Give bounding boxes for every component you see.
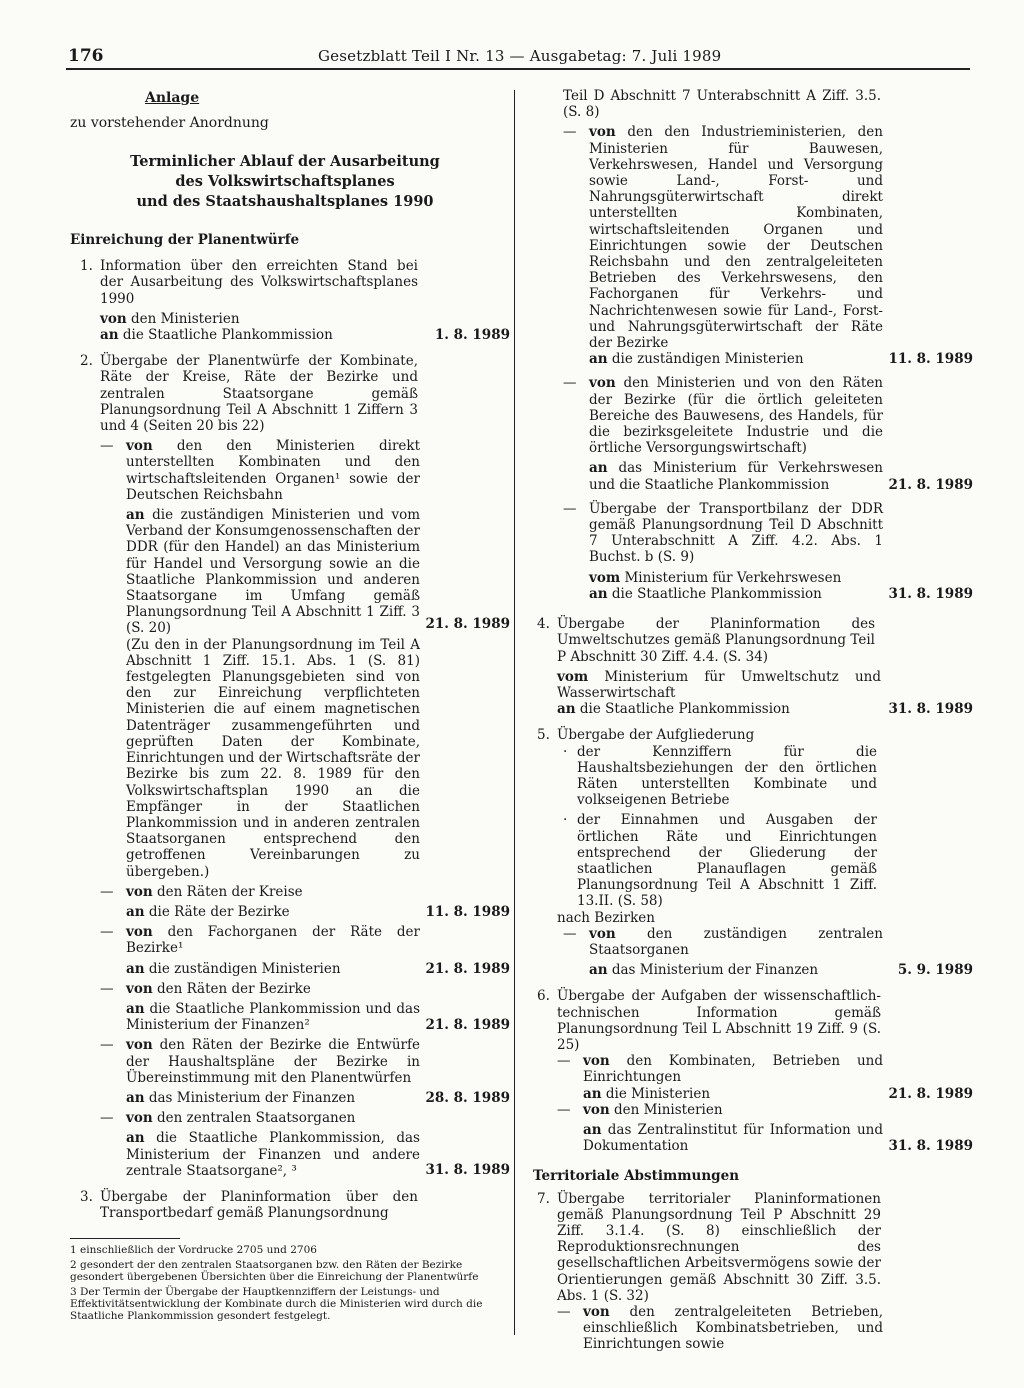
document-title: [70, 152, 500, 212]
von-keyword: von: [126, 883, 153, 900]
dash-marker: —: [100, 883, 114, 900]
von-keyword: von: [589, 925, 616, 942]
sub-entry: [70, 1037, 510, 1106]
dash-marker: —: [563, 375, 577, 392]
an-text: das Ministerium der Finanzen: [148, 1089, 356, 1106]
left-column: [70, 232, 510, 1228]
an-keyword: an: [126, 960, 145, 977]
von-text: den den Ministerien direkt unterstellten Kombinaten und den wirtschaftsleitenden Organen¹ sowie der Deutschen Reichsbahn: [126, 438, 421, 503]
page-number: 176: [68, 46, 104, 66]
annex-title: Anlage: [145, 90, 200, 106]
an-text: das Zentralinstitut für Information und Dokumentation: [583, 1121, 883, 1155]
an-text: die Staatliche Plankommission und das Ministerium der Finanzen²: [126, 1000, 420, 1034]
an-keyword: an: [126, 507, 145, 524]
document-title-line: des Volkswirtschaftsplanes: [175, 173, 395, 190]
an-keyword: an: [583, 1121, 602, 1138]
bullet-text: der Einnahmen und Ausgaben der örtlichen Räte und Einrichtungen entsprechend der Gliederung der staatlichen Planauflagen gemäß Planungsordnung Teil A Abschnitt 1 Ziff. 13.II. (S. 58): [577, 812, 877, 910]
von-keyword: von: [126, 438, 153, 455]
von-keyword: von: [126, 1037, 153, 1054]
document-title-line: und des Staatshaushaltsplanes 1990: [136, 193, 434, 210]
an-text: die Staatliche Plankommission: [611, 585, 822, 602]
deadline-date: 21. 8. 1989: [425, 1016, 510, 1033]
sub-entry: [70, 438, 510, 879]
list-item-2: [70, 353, 510, 1179]
an-text: die Staatliche Plankommission: [579, 701, 790, 718]
an-text: die zuständigen Ministerien: [148, 960, 341, 977]
dash-marker: —: [557, 1101, 571, 1118]
bullet-text: der Kennziffern für die Haushaltsbeziehungen der den örtlichen Räten unterstellten Kombinate und volkseigenen Betriebe: [577, 743, 877, 809]
running-head: Gesetzblatt Teil I Nr. 13 — Ausgabetag: 7. Juli 1989: [318, 47, 722, 65]
deadline-date: 21. 8. 1989: [425, 960, 510, 977]
deadline-date: 31. 8. 1989: [888, 585, 973, 602]
von-keyword: vom: [557, 668, 589, 685]
item-text: Übergabe territorialer Planinformationen gemäß Planungsordnung Teil P Abschnitt 29 Ziff. 3.1.4. (S. 8) einschließlich der Reproduktionsrechnungen des gesellschaftlichen Arbeitsvermögens sowie der Orientierungen gemäß Abschnitt 30 Ziff. 3.5. Abs. 1 (S. 32): [557, 1190, 881, 1304]
bullet-entry: [533, 744, 973, 809]
list-item-7: [533, 1191, 973, 1353]
footnote: 3 Der Termin der Übergabe der Hauptkennziffern der Leistungs- und Effektivitätsentwicklung der Kombinate durch die Ministerien wird durch die Staatliche Plankommission gesondert festgelegt.: [70, 1286, 483, 1322]
footnote-rule: [70, 1238, 180, 1239]
deadline-date: 5. 9. 1989: [897, 962, 973, 979]
von-keyword: von: [589, 375, 616, 392]
von-text: den Räten der Kreise: [156, 883, 303, 900]
list-item-5: [533, 727, 973, 978]
column-divider: [514, 90, 515, 1335]
list-item-3: [70, 1189, 510, 1221]
von-keyword: von: [583, 1101, 610, 1118]
an-keyword: an: [589, 962, 608, 979]
annex-subtitle: zu vorstehender Anordnung: [70, 115, 269, 131]
von-text: den Ministerien: [613, 1101, 723, 1118]
deadline-date: 31. 8. 1989: [888, 1137, 973, 1154]
an-keyword: an: [126, 1130, 145, 1147]
sub-entry: [70, 1110, 510, 1179]
item-number: 7.: [537, 1190, 550, 1207]
von-keyword: von: [583, 1304, 610, 1321]
deadline-date: 28. 8. 1989: [425, 1089, 510, 1106]
von-text: den Kombinaten, Betrieben und Einrichtungen: [583, 1053, 883, 1086]
von-keyword: von: [126, 924, 153, 941]
von-keyword: von: [589, 124, 616, 141]
bullet-entry: [533, 812, 973, 909]
item-text: Übergabe der Aufgliederung: [557, 727, 755, 744]
dash-marker: —: [100, 980, 114, 997]
sub-entry: [70, 884, 510, 920]
an-text: das Ministerium der Finanzen: [611, 962, 819, 979]
sub-entry: [533, 375, 973, 492]
dash-marker: —: [100, 1037, 114, 1054]
item-number: 5.: [537, 727, 550, 744]
nach-text: nach Bezirken: [557, 909, 655, 926]
von-text: den zentralen Staatsorganen: [156, 1110, 356, 1127]
an-keyword: an: [100, 327, 119, 344]
dash-marker: —: [100, 924, 114, 941]
von-text: Ministerium für Verkehrswesen: [624, 569, 842, 586]
deadline-date: 1. 8. 1989: [434, 327, 510, 344]
deadline-date: 21. 8. 1989: [888, 1085, 973, 1102]
bullet-marker: ·: [563, 743, 568, 760]
item-text: Übergabe der Planinformation über den Transportbedarf gemäß Planungsordnung: [100, 1188, 418, 1222]
sub-entry: [533, 124, 973, 367]
sub-entry: [533, 1304, 973, 1353]
von-text: Ministerium für Umweltschutz und Wasserwirtschaft: [557, 668, 881, 701]
header-rule: [66, 68, 970, 70]
von-text: den Ministerien und von den Räten der Bezirke (für die örtlich geleiteten Bereiche des Bauwesens, des Handels, für die bezirksgeleitete Industrie und die örtliche Versorgungswirtschaft): [589, 375, 884, 457]
sub-entry: [533, 501, 973, 602]
sub-entry: [533, 926, 973, 979]
item-text: Übergabe der Planentwürfe der Kombinate, Räte der Kreise, Räte der Bezirke und zentralen Staatsorgane gemäß Planungsordnung Teil A Abschnitt 1 Ziffern 3 und 4 (Seiten 20 bis 22): [100, 353, 418, 435]
section-heading: Territoriale Abstimmungen: [533, 1168, 740, 1185]
von-keyword: von: [126, 980, 153, 997]
an-keyword: an: [589, 351, 608, 368]
list-item-4: [533, 616, 973, 717]
an-keyword: an: [583, 1085, 602, 1102]
dash-marker: —: [563, 500, 577, 517]
section-heading: Einreichung der Planentwürfe: [70, 232, 300, 248]
note-text: (Zu den in der Planungsordnung im Teil A Abschnitt 1 Ziff. 15.1. Abs. 1 (S. 81) festgelegten Planungsgebieten sind von den zur Einreichung verpflichteten Ministerien die auf einem magnetischen Datenträger zusammengeführten und geprüften Daten der Kombinate, Einrichtungen und der Wirtschaftsräte der Bezirke bis zum 22. 8. 1989 für den Volkswirtschaftsplan 1990 an die Empfänger in der Staatlichen Plankommission und in anderen zentralen Staatsorganen entsprechend den getroffenen Vereinbarungen zu übergeben.): [126, 636, 420, 880]
von-keyword: von: [126, 1110, 153, 1127]
an-keyword: an: [589, 585, 608, 602]
an-text: die zuständigen Ministerien: [611, 351, 804, 368]
sub-entry: [533, 1102, 973, 1155]
an-keyword: an: [557, 701, 576, 718]
deadline-date: 11. 8. 1989: [425, 903, 510, 920]
deadline-date: 11. 8. 1989: [888, 351, 973, 368]
von-text: den Räten der Bezirke: [156, 980, 311, 997]
dash-marker: —: [563, 925, 577, 942]
an-keyword: an: [126, 1089, 145, 1106]
right-column: [533, 88, 973, 1360]
footnotes: [70, 1244, 510, 1325]
an-text: die zuständigen Ministerien und vom Verband der Konsumgenossenschaften der DDR (für den Handel) an das Ministerium für Handel und Versorgung sowie an die Staatliche Plankommission und anderen Staatsorgane im Umfang gemäß Planungsordnung Teil A Abschnitt 1 Ziff. 3 (S. 20): [126, 507, 421, 637]
von-text: den Räten der Bezirke die Entwürfe der Haushaltspläne der Bezirke in Übereinstimmung mit den Planentwürfen: [126, 1037, 420, 1086]
an-keyword: an: [126, 903, 145, 920]
von-text: den zentralgeleiteten Betrieben, einschließlich Kombinatsbetrieben, und Einrichtungen sowie: [583, 1304, 883, 1353]
dash-marker: —: [557, 1304, 571, 1321]
footnote: 1 einschließlich der Vordrucke 2705 und 2706: [70, 1244, 317, 1256]
item-number: 2.: [80, 353, 93, 370]
von-text: den Ministerien: [130, 310, 240, 327]
sub-entry: [70, 981, 510, 1034]
dash-marker: —: [563, 124, 577, 141]
sub-entry: [533, 1053, 973, 1102]
bullet-marker: ·: [563, 812, 568, 829]
list-item-6: [533, 988, 973, 1154]
list-item-1: [70, 258, 510, 343]
item-number: 4.: [537, 616, 550, 633]
deadline-date: 21. 8. 1989: [425, 616, 510, 633]
item-3-continued: Teil D Abschnitt 7 Unterabschnitt A Ziff. 3.5. (S. 8): [563, 88, 881, 121]
item-text: Übergabe der Planinformation des Umweltschutzes gemäß Planungsordnung Teil P Abschnitt 30 Ziff. 4.4. (S. 34): [557, 616, 875, 665]
an-keyword: an: [589, 460, 608, 477]
deadline-date: 21. 8. 1989: [888, 477, 973, 494]
sub-entry: [70, 924, 510, 977]
von-keyword: von: [583, 1053, 610, 1070]
item-text: Übergabe der Aufgaben der wissenschaftlich-technischen Information gemäß Planungsordnung Teil L Abschnitt 19 Ziff. 9 (S. 25): [557, 988, 881, 1053]
von-text: den zuständigen zentralen Staatsorganen: [589, 925, 883, 958]
footnote: 2 gesondert der den zentralen Staatsorganen bzw. den Räten der Bezirke gesondert übergebenen Übersichten über die Einreichung der Planentwürfe: [70, 1259, 479, 1283]
document-title-line: Terminlicher Ablauf der Ausarbeitung: [130, 153, 440, 170]
dash-marker: —: [557, 1053, 571, 1070]
von-text: den Fachorganen der Räte der Bezirke¹: [126, 924, 420, 957]
sub-entry-text: Übergabe der Transportbilanz der DDR gemäß Planungsordnung Teil D Abschnitt 7 Unterabschnitt A Ziff. 4.2. Abs. 1 Buchst. b (S. 9): [589, 500, 883, 566]
von-text: den den Industrieministerien, den Ministerien für Bauwesen, Verkehrswesen, Handel und Versorgung sowie Land-, Forst- und Nahrungsgüterwirtschaft direkt unterstellten Kombinaten, wirtschaftsleitenden Organen und Einrichtungen sowie der Deutschen Reichsbahn und den zentralgeleiteten Betrieben des Verkehrswesens, den Fachorganen für Verkehrs- und Nachrichtenwesen sowie für Land-, Forst- und Nahrungsgüterwirtschaft der Räte der Bezirke: [589, 124, 883, 352]
deadline-date: 31. 8. 1989: [888, 701, 973, 718]
item-text: Information über den erreichten Stand bei der Ausarbeitung des Volkswirtschaftsplanes 1990: [100, 258, 418, 307]
an-text: das Ministerium für Verkehrswesen und die Staatliche Plankommission: [589, 460, 883, 493]
an-text: die Staatliche Plankommission: [122, 327, 333, 344]
an-keyword: an: [126, 1000, 145, 1017]
item-number: 1.: [80, 258, 93, 275]
an-text: die Ministerien: [605, 1085, 711, 1102]
dash-marker: —: [100, 1110, 114, 1127]
von-keyword: vom: [589, 569, 621, 586]
an-text: die Räte der Bezirke: [148, 903, 290, 920]
item-number: 6.: [537, 988, 550, 1005]
an-text: die Staatliche Plankommission, das Ministerium der Finanzen und andere zentrale Staatsorgane², ³: [126, 1130, 420, 1179]
deadline-date: 31. 8. 1989: [425, 1162, 510, 1179]
item-number: 3.: [80, 1188, 93, 1205]
dash-marker: —: [100, 438, 114, 455]
von-keyword: von: [100, 310, 127, 327]
